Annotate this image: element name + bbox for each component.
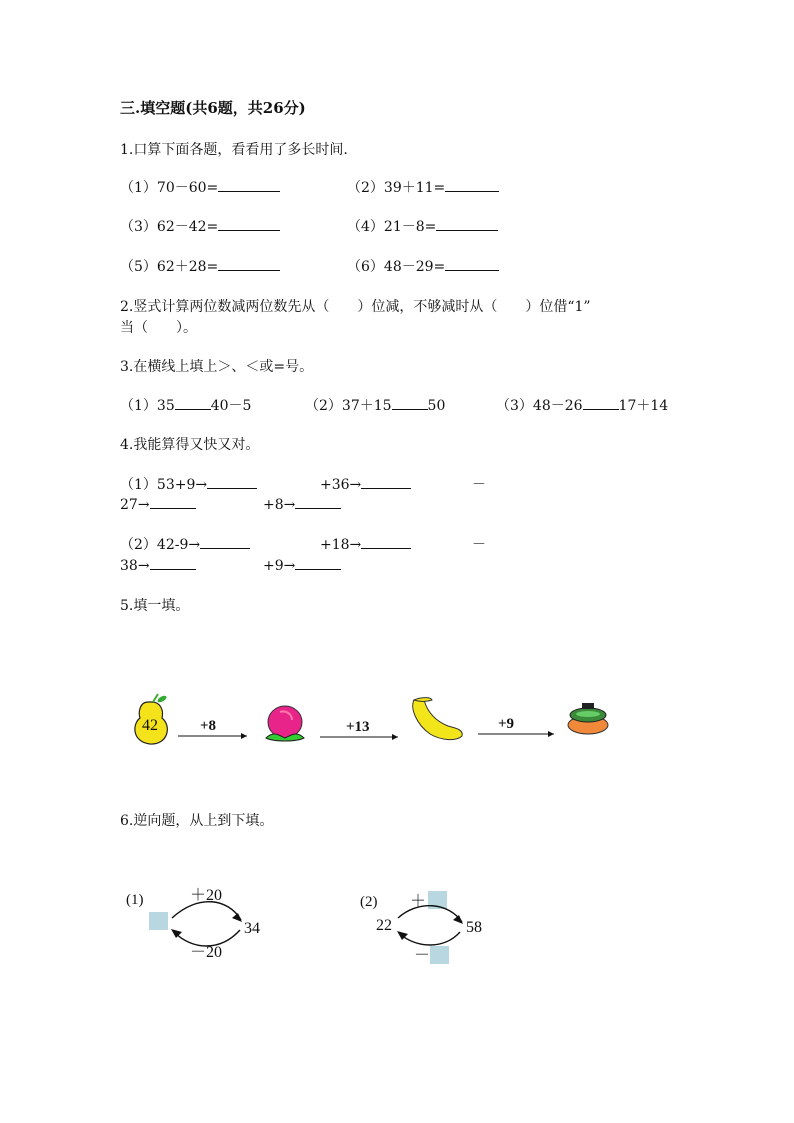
- q3-item-2-right: 50: [427, 398, 446, 414]
- answer-blank[interactable]: [295, 494, 341, 509]
- arrow-head-forward: [453, 915, 463, 924]
- answer-blank[interactable]: [361, 534, 411, 549]
- q4-row1-b: [320, 474, 411, 493]
- q6-p1-label: (1): [126, 892, 144, 908]
- q4-row2-b: [320, 534, 411, 553]
- q3-item-1-right: 40－5: [210, 398, 252, 414]
- q4-row2-d-text: 38→: [120, 558, 150, 574]
- q3-item-1-left: （1）35: [120, 398, 175, 414]
- q5-title: 5.填一填。: [120, 598, 190, 614]
- q1-item-3: [120, 216, 280, 236]
- q1-item-2-text: （2）39＋11=: [347, 180, 446, 196]
- q4-row2-e-text: +9→: [263, 558, 296, 574]
- answer-blank[interactable]: [445, 177, 499, 192]
- q1-item-1: [120, 177, 280, 197]
- q4-row2-e: [263, 555, 341, 574]
- q1-item-6-text: （6）48－29=: [347, 259, 446, 275]
- q3-item-3: [496, 395, 668, 415]
- q3-item-1: [120, 395, 251, 415]
- arrow-head-forward: [232, 913, 242, 922]
- q3-item-2-left: （2）37＋15: [305, 398, 392, 414]
- q4-row2-a-text: （2）42-9→: [120, 537, 201, 553]
- answer-blank[interactable]: [150, 555, 196, 570]
- q4-row1-e-text: +8→: [263, 497, 296, 513]
- answer-blank[interactable]: [218, 216, 280, 231]
- peach-icon: [266, 706, 304, 741]
- q6-p1-right: 34: [244, 920, 260, 937]
- arrow-head-3: [548, 731, 554, 737]
- q1-item-5-text: （5）62＋28=: [120, 259, 219, 275]
- q3-item-2: [305, 395, 445, 415]
- q1-title: 1.口算下面各题，看看用了多长时间.: [120, 142, 348, 158]
- q5-op-1: +8: [200, 718, 217, 734]
- q1-item-6: [347, 256, 499, 276]
- q4-row2-d: [120, 555, 196, 574]
- arrow-head-2: [392, 734, 398, 740]
- answer-blank[interactable]: [445, 256, 499, 271]
- q4-row1-b-text: +36→: [320, 477, 362, 493]
- arrow-head-1: [241, 733, 247, 739]
- answer-blank[interactable]: [218, 177, 280, 192]
- q2-line-2: 当（ ）。: [120, 320, 197, 336]
- q5-start-number: 42: [142, 717, 158, 734]
- q3-item-3-left: （3）48－26: [496, 398, 583, 414]
- q6-title: 6.逆向题，从上到下填。: [120, 813, 274, 829]
- q4-row2-c: －: [472, 537, 486, 553]
- q4-row2-b-text: +18→: [320, 537, 362, 553]
- q4-row1-e: [263, 494, 341, 513]
- answer-blank[interactable]: [361, 474, 411, 489]
- q6-p2-label: (2): [360, 894, 378, 910]
- q6-p2-bottom-op: －: [414, 947, 431, 964]
- q6-p1-top-op: ＋20: [190, 887, 223, 904]
- q6-p2-right: 58: [466, 919, 482, 936]
- arrow-backward: [400, 932, 460, 945]
- q3-title: 3.在横线上填上＞、＜或=号。: [120, 359, 314, 375]
- q5-op-2: +13: [346, 719, 370, 735]
- answer-blank[interactable]: [200, 534, 250, 549]
- q6-problem-2: [356, 882, 506, 972]
- banana-icon: [413, 698, 463, 740]
- q6-problem-1: [120, 880, 290, 970]
- answer-blank[interactable]: [150, 494, 196, 509]
- section-title: 三.填空题(共6题，共26分): [120, 99, 306, 117]
- q3-item-3-right: 17＋14: [618, 398, 669, 414]
- answer-blank[interactable]: [392, 395, 428, 410]
- arrow-forward: [172, 902, 241, 920]
- q6-p1-bottom-op: －20: [190, 944, 223, 961]
- q4-row1-a: [120, 474, 257, 494]
- q5-op-3: +9: [498, 716, 515, 732]
- answer-blank[interactable]: [218, 256, 280, 271]
- q1-item-1-text: （1）70－60=: [120, 180, 219, 196]
- q4-row1-c: －: [472, 477, 486, 493]
- answer-box[interactable]: [430, 946, 449, 964]
- q4-row2-a: [120, 534, 250, 554]
- q4-row1-a-text: （1）53+9→: [120, 477, 208, 493]
- answer-blank[interactable]: [583, 395, 619, 410]
- q1-item-5: [120, 256, 280, 276]
- q1-item-4-text: （4）21－8=: [347, 219, 437, 235]
- answer-blank[interactable]: [436, 216, 498, 231]
- answer-box[interactable]: [149, 912, 168, 930]
- answer-blank[interactable]: [175, 395, 211, 410]
- q6-p2-top-op: ＋: [410, 893, 427, 910]
- q4-row1-d: [120, 494, 196, 513]
- melon-icon: [568, 703, 608, 734]
- answer-blank[interactable]: [295, 555, 341, 570]
- q1-item-3-text: （3）62－42=: [120, 219, 219, 235]
- q1-item-2: [347, 177, 499, 197]
- q4-row1-d-text: 27→: [120, 497, 150, 513]
- q4-title: 4.我能算得又快又对。: [120, 437, 260, 453]
- q5-fruit-chain: [120, 690, 620, 750]
- q6-p2-left: 22: [376, 917, 392, 934]
- q2-line-1: 2.竖式计算两位数减两位数先从（ ）位减，不够减时从（ ）位借“1”: [120, 299, 591, 315]
- q1-item-4: [347, 216, 498, 236]
- answer-blank[interactable]: [207, 474, 257, 489]
